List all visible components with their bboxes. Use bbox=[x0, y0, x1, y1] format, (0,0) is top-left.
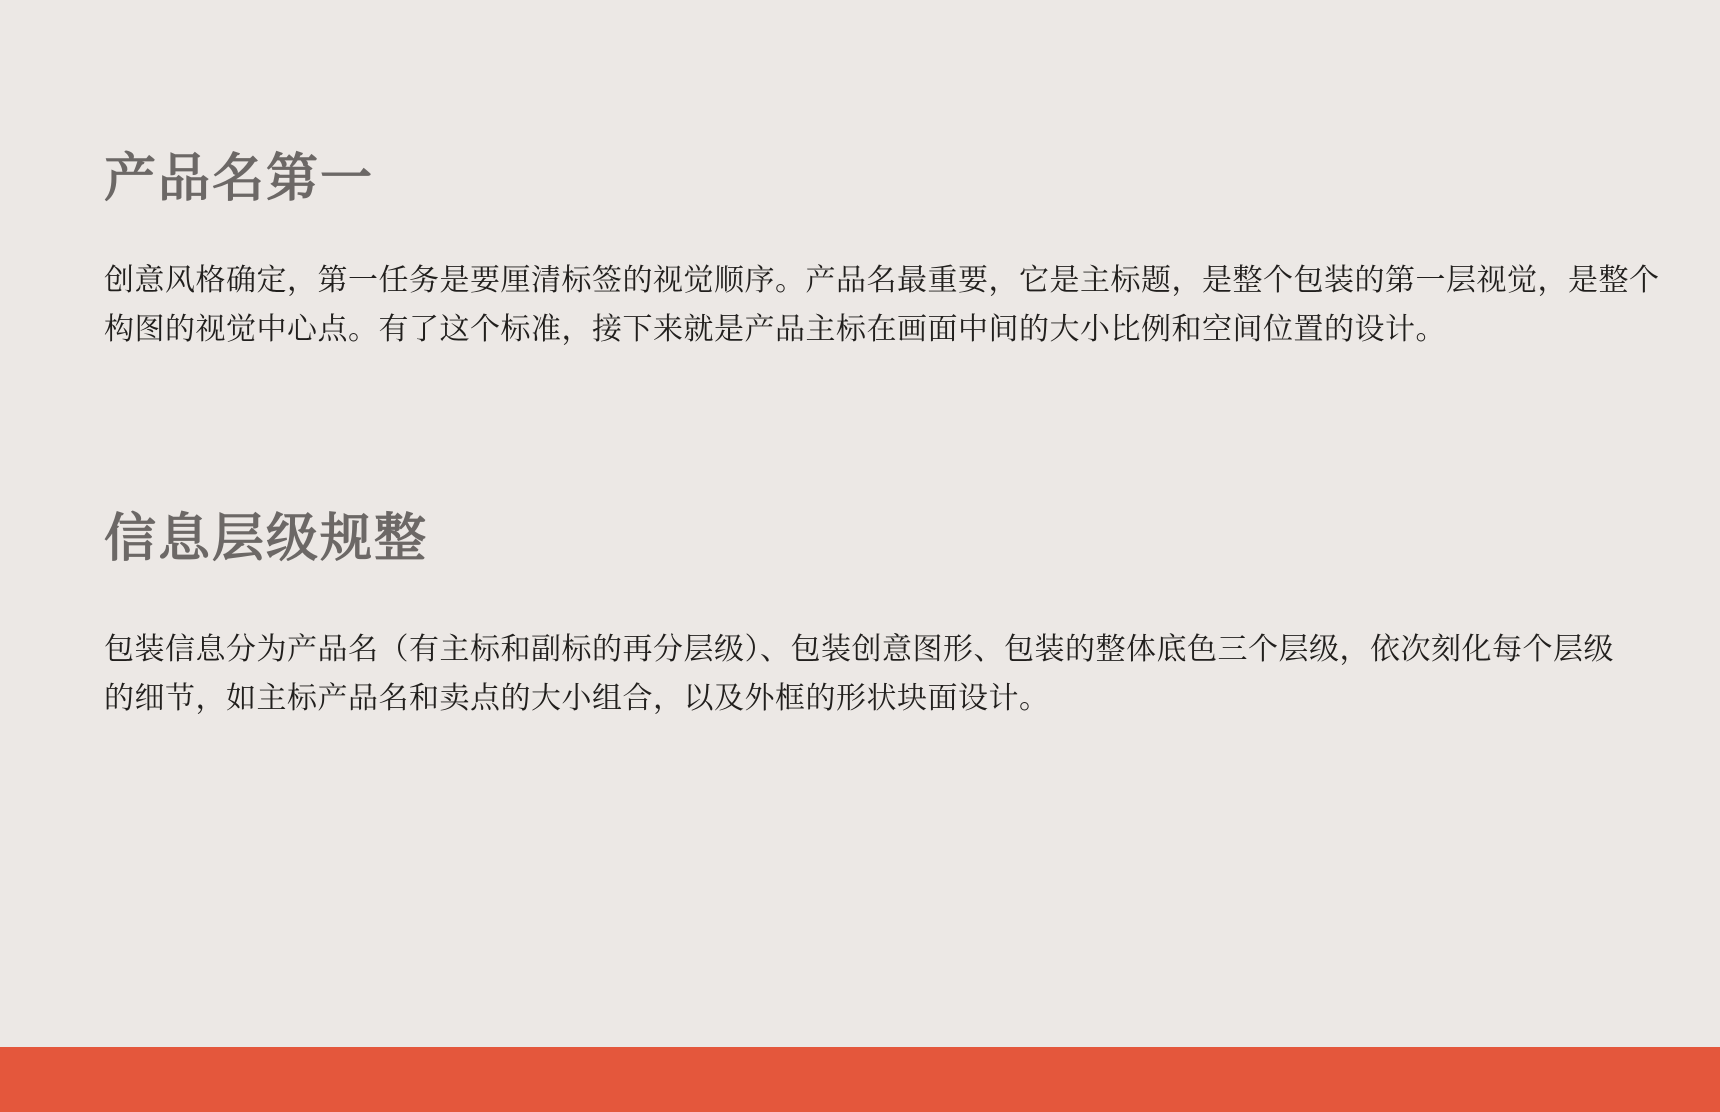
paragraph-line: 创意风格确定，第一任务是要厘清标签的视觉顺序。产品名最重要，它是主标题，是整个包装的第一层视觉，是整个 bbox=[104, 264, 1660, 297]
bottom-accent-bar bbox=[0, 1047, 1720, 1112]
slide-content bbox=[0, 148, 1720, 723]
section-product-name-first bbox=[104, 148, 1660, 354]
paragraph-line: 的细节，如主标产品名和卖点的大小组合，以及外框的形状块面设计。 bbox=[104, 682, 1050, 715]
heading-product-name-first: 产品名第一 bbox=[104, 150, 375, 208]
section-info-hierarchy bbox=[104, 508, 1614, 723]
heading-info-hierarchy: 信息层级规整 bbox=[104, 510, 429, 568]
paragraph-info-hierarchy bbox=[104, 625, 1614, 723]
paragraph-line: 构图的视觉中心点。有了这个标准，接下来就是产品主标在画面中间的大小比例和空间位置的设计。 bbox=[104, 313, 1446, 346]
paragraph-product-name-first bbox=[104, 256, 1660, 354]
paragraph-line: 包装信息分为产品名（有主标和副标的再分层级）、包装创意图形、包装的整体底色三个层级，依次刻化每个层级 bbox=[104, 633, 1614, 666]
